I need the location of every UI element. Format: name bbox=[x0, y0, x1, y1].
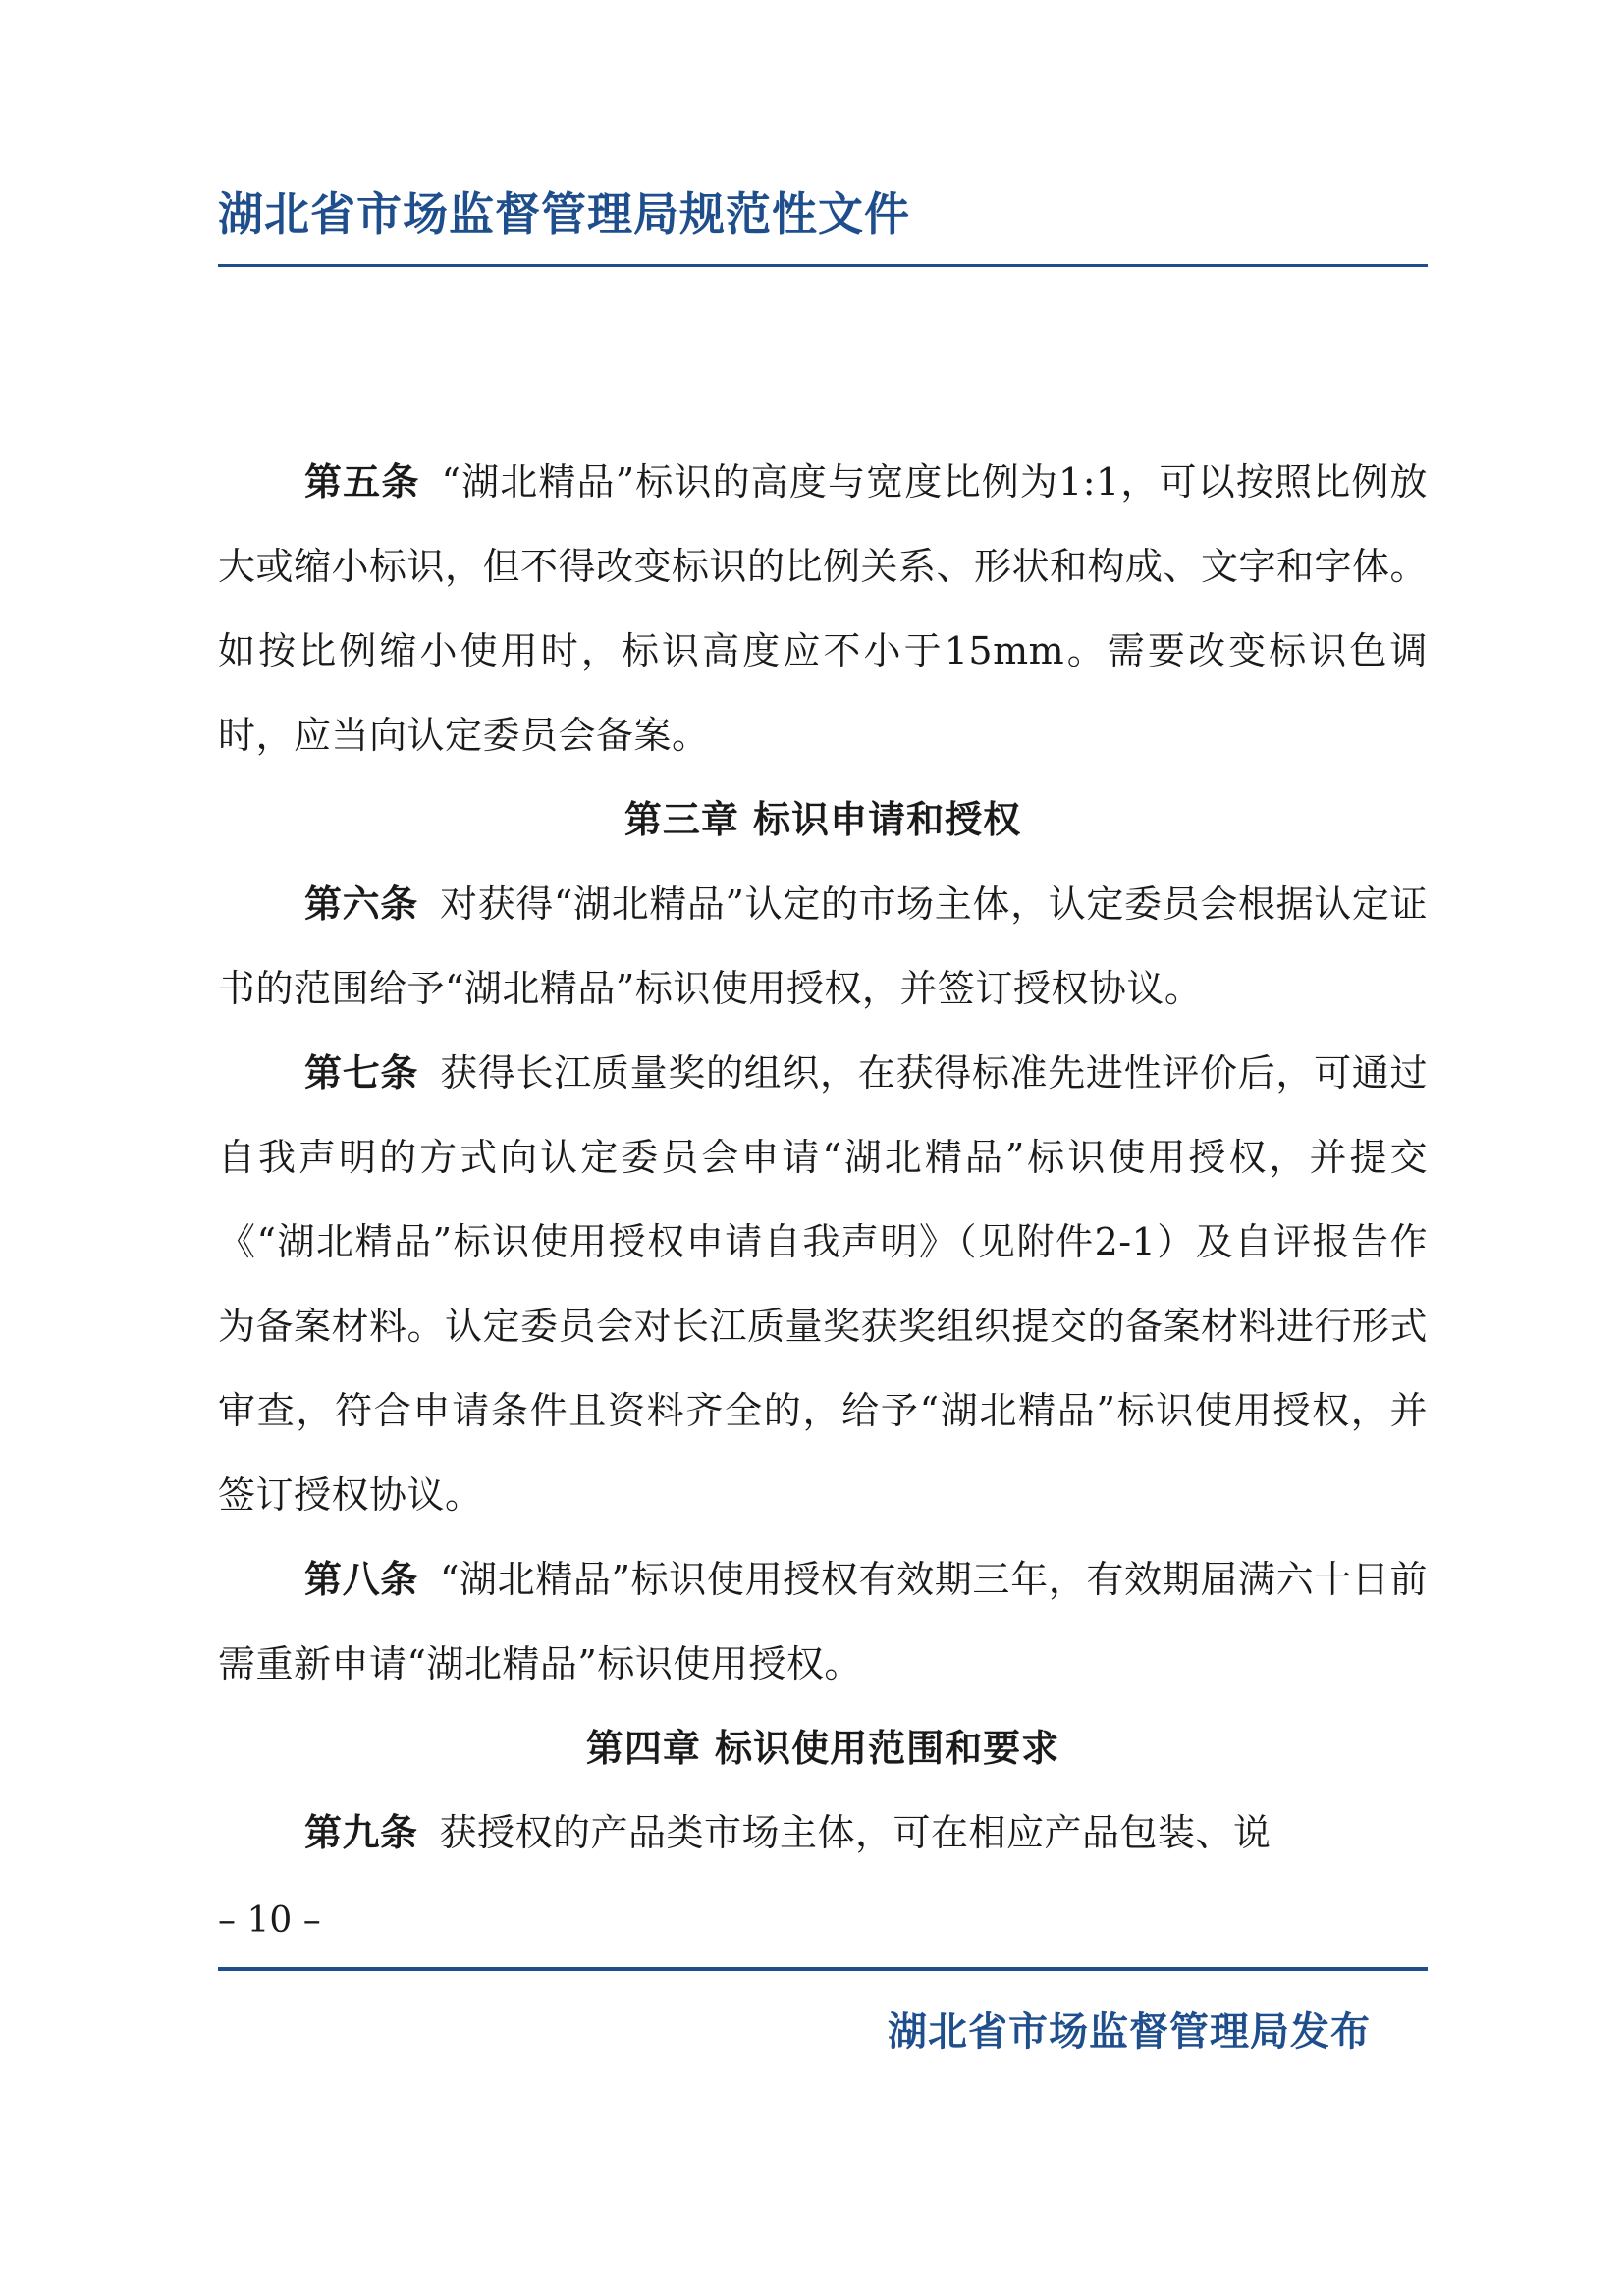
article-label: 第六条 bbox=[304, 882, 418, 926]
article-label: 第八条 bbox=[304, 1558, 418, 1601]
document-body bbox=[218, 440, 1428, 1875]
article-5 bbox=[218, 440, 1428, 777]
article-text: “湖北精品”标识的高度与宽度比例为1:1，可以按照比例放大或缩小标识，但不得改变标识的比例关系、形状和构成、文字和字体。如按比例缩小使用时，标识高度应不小于15mm。需要改变标识色调时，应当向认定委员会备案。 bbox=[218, 460, 1429, 757]
article-6 bbox=[218, 862, 1428, 1031]
footer-divider bbox=[218, 1967, 1428, 1971]
article-text: 获得长江质量奖的组织，在获得标准先进性评价后，可通过自我声明的方式向认定委员会申请“湖北精品”标识使用授权，并提交《“湖北精品”标识使用授权申请自我声明》（见附件2-1）及自评报告作为备案材料。认定委员会对长江质量奖获奖组织提交的备案材料进行形式审查，符合申请条件且资料齐全的，给予“湖北精品”标识使用授权，并签订授权协议。 bbox=[218, 1051, 1429, 1517]
article-label: 第五条 bbox=[304, 460, 420, 504]
article-9 bbox=[218, 1790, 1428, 1875]
chapter-heading-4: 第四章 标识使用范围和要求 bbox=[585, 1727, 1060, 1770]
article-label: 第九条 bbox=[304, 1811, 418, 1854]
article-text: “湖北精品”标识使用授权有效期三年，有效期届满六十日前需重新申请“湖北精品”标识使用授权。 bbox=[218, 1558, 1428, 1685]
page-number: – 10 – bbox=[218, 1900, 321, 1941]
chapter-heading-3: 第三章 标识申请和授权 bbox=[623, 798, 1022, 841]
article-8 bbox=[218, 1537, 1428, 1706]
header-divider bbox=[218, 264, 1428, 267]
article-text: 获授权的产品类市场主体，可在相应产品包装、说 bbox=[439, 1811, 1272, 1854]
document-header-title: 湖北省市场监督管理局规范性文件 bbox=[218, 187, 910, 240]
article-text: 对获得“湖北精品”认定的市场主体，认定委员会根据认定证书的范围给予“湖北精品”标识使用授权，并签订授权协议。 bbox=[218, 882, 1428, 1010]
article-7 bbox=[218, 1031, 1428, 1537]
article-label: 第七条 bbox=[304, 1051, 419, 1095]
footer-publisher: 湖北省市场监督管理局发布 bbox=[888, 2009, 1371, 2055]
